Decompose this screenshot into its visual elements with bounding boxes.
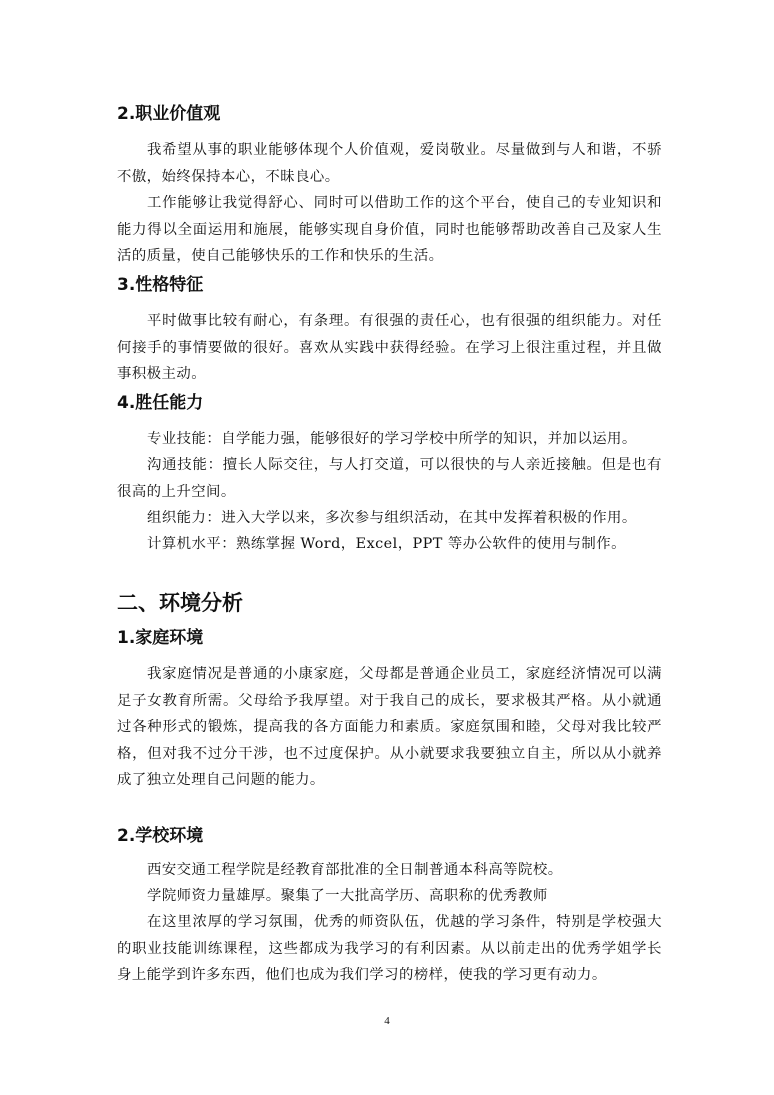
paragraph-competence-professional: 专业技能：自学能力强，能够很好的学习学校中所学的知识，并加以运用。 [147,431,637,447]
paragraph-personality-1: 平时做事比较有耐心，有条理。有很强的责任心，也有很强的组织能力。对任何接手的事情要做的很好。喜欢从实践中获得经验。在学习上很注重过程，并且做事积极主动。 [117,313,662,382]
page-number: 4 [384,1015,390,1027]
paragraph-career-values-2: 工作能够让我觉得舒心、同时可以借助工作的这个平台，使自己的专业知识和能力得以全面运用和施展，能够实现自身价值，同时也能够帮助改善自己及家人生活的质量，使自己能够快乐的工作和快乐的生活。 [117,195,662,264]
paragraph-school-1: 西安交通工程学院是经教育部批准的全日制普通本科高等院校。 [147,862,563,878]
paragraph-family-1: 我家庭情况是普通的小康家庭，父母都是普通企业员工，家庭经济情况可以满足子女教育所需。父母给予我厚望。对于我自己的成长，要求极其严格。从小就通过各种形式的锻炼，提高我的各方面能力和素质。家庭氛围和睦，父母对我比较严格，但对我不过分干涉，也不过度保护。从小就要求我要独立自主，所以从小就养成了独立处理自己问题的能力。 [117,666,662,788]
heading-school-environment: 2.学校环境 [117,826,204,846]
heading-environment-analysis: 二、环境分析 [117,591,243,615]
heading-competence: 4.胜任能力 [117,393,204,413]
heading-personality: 3.性格特征 [117,275,204,295]
heading-career-values: 2.职业价值观 [117,104,221,124]
paragraph-school-2: 学院师资力量雄厚。聚集了一大批高学历、高职称的优秀教师 [147,888,548,904]
paragraph-career-values-1: 我希望从事的职业能够体现个人价值观，爱岗敬业。尽量做到与人和谐，不骄不傲，始终保持本心，不昧良心。 [117,142,662,185]
paragraph-competence-organization: 组织能力：进入大学以来，多次参与组织活动，在其中发挥着积极的作用。 [147,510,637,526]
heading-family-environment: 1.家庭环境 [117,628,204,648]
paragraph-competence-computer: 计算机水平：熟练掌握 Word，Excel，PPT 等办公软件的使用与制作。 [147,536,626,552]
paragraph-school-3: 在这里浓厚的学习氛围，优秀的师资队伍，优越的学习条件，特别是学校强大的职业技能训练课程，这些都成为我学习的有利因素。从以前走出的优秀学姐学长身上能学到许多东西，他们也成为我们学习的榜样，使我的学习更有动力。 [117,914,662,983]
paragraph-competence-communication: 沟通技能：擅长人际交往，与人打交道，可以很快的与人亲近接触。但是也有很高的上升空间。 [117,457,662,500]
